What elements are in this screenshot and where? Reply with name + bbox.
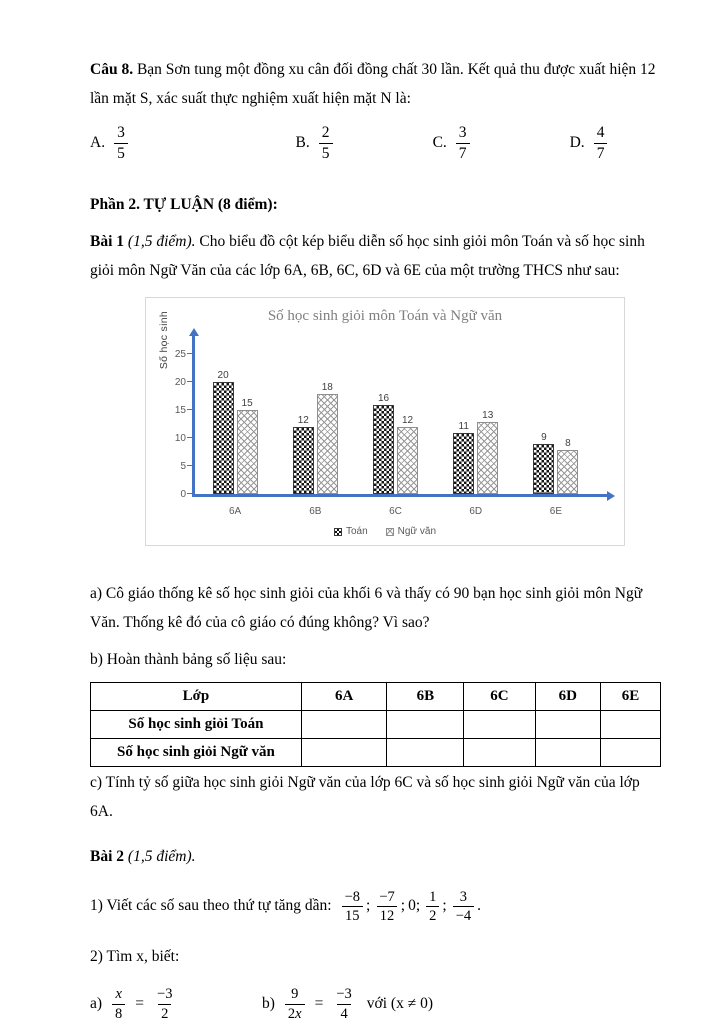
bai-2	[90, 843, 661, 872]
table-row	[91, 711, 661, 739]
y-tick-mark	[187, 409, 193, 410]
option-letter: D.	[569, 134, 585, 152]
table-cell	[535, 739, 601, 767]
column-header: Lớp	[91, 683, 302, 711]
bar-value-label: 11	[458, 420, 469, 432]
table-header-row	[91, 683, 661, 711]
separator: ;	[442, 897, 447, 915]
question-8-text: Bạn Sơn tung một đồng xu cân đối đồng chất 30 lần. Kết quả thu được xuất hiện 12 lần mặt S, xác suất thực nghiệm xuất hiện mặt N là:	[90, 61, 656, 107]
column-header: 6D	[535, 683, 601, 711]
legend-label: Toán	[345, 526, 368, 538]
legend-item	[334, 526, 368, 537]
chart-category-labels	[195, 506, 596, 517]
fraction: $\frac{9}{2x}$	[285, 985, 305, 1022]
table-cell	[301, 711, 387, 739]
equals-sign: =	[135, 995, 145, 1013]
option-letter: B.	[295, 134, 310, 152]
bar-value-label: 9	[541, 431, 547, 443]
separator: ;	[415, 897, 421, 915]
answer-option	[570, 123, 661, 163]
bar-series-1	[237, 410, 258, 494]
bar-series-1	[557, 450, 578, 495]
table-cell	[601, 711, 661, 739]
bar-chart	[145, 297, 625, 546]
bar-value-label: 16	[377, 392, 390, 404]
data-table	[90, 682, 661, 767]
table-row	[91, 739, 661, 767]
question-1-prefix: 1) Viết các số sau theo thứ tự tăng dần:	[90, 897, 332, 915]
table-cell	[464, 711, 535, 739]
bai-1-label: Bài 1	[90, 233, 125, 251]
y-tick-label: 25	[174, 349, 186, 361]
category-label: 6C	[389, 506, 402, 518]
y-tick-mark	[187, 437, 193, 438]
bai-1	[90, 228, 661, 285]
fraction: $\frac{3}{5}$	[114, 123, 128, 163]
fraction: $\frac{-3}{2}$	[157, 986, 173, 1022]
bar-column	[237, 398, 258, 494]
bar-value-label: 18	[321, 381, 333, 393]
question-b: b) Hoàn thành bảng số liệu sau:	[90, 650, 287, 668]
category-label: 6E	[549, 506, 563, 518]
bar-group	[195, 370, 275, 494]
question-8	[90, 56, 661, 113]
table-cell	[387, 739, 464, 767]
bai-2-label: Bài 2	[90, 847, 125, 865]
category-label: 6B	[309, 506, 322, 518]
fraction: $\frac{2}{5}$	[319, 123, 333, 163]
fraction: $\frac{4}{7}$	[594, 123, 608, 163]
legend-item	[386, 526, 436, 537]
bai-1-points: (1,5 điểm).	[127, 233, 196, 251]
bar-column	[557, 438, 578, 495]
bar-value-label: 8	[565, 437, 571, 449]
y-tick-mark	[187, 353, 193, 354]
y-tick-label: 15	[174, 405, 186, 417]
question-a: a) Cô giáo thống kê số học sinh giỏi của khối 6 và thấy có 90 bạn học sinh giỏi môn Ngữ Văn. Thống kê đó của cô giáo có đúng không? Vì sao?	[90, 585, 643, 632]
y-tick-label: 20	[174, 377, 186, 389]
y-axis-arrow-icon	[189, 328, 199, 336]
question-2-prefix: 2) Tìm x, biết:	[90, 948, 180, 966]
separator: ;	[400, 897, 406, 915]
table-cell	[464, 739, 535, 767]
bar-column	[453, 421, 474, 495]
bar-value-label: 13	[482, 409, 494, 421]
separator: .	[477, 897, 482, 915]
y-tick-label: 5	[180, 461, 186, 473]
x-axis-arrow-icon	[607, 491, 615, 501]
legend-label: Ngữ văn	[397, 526, 437, 538]
bar-column	[293, 415, 314, 494]
table-cell	[301, 739, 387, 767]
bar-series-0	[213, 382, 234, 494]
chart-legend	[158, 526, 612, 537]
question-8-label: Câu 8.	[90, 61, 134, 78]
bar-value-label: 12	[297, 415, 309, 427]
bar-column	[533, 432, 554, 494]
bai-1-intro-text: Cho biểu đồ cột kép biểu diễn số học sinh giỏi môn Toán và số học sinh giỏi môn Ngữ Văn của các lớp 6A, 6B, 6C, 6D và 6E của một trường THCS như sau:	[90, 233, 645, 279]
question-1-sequence	[90, 885, 661, 927]
equation	[262, 985, 433, 1022]
equation-label: a)	[90, 995, 103, 1013]
chart-y-axis-title: Số học sinh	[158, 311, 170, 370]
fraction: $\frac{x}{8}$	[112, 985, 125, 1022]
x-axis-line	[192, 494, 608, 497]
fraction: $\frac{-3}{4}$	[336, 986, 352, 1022]
equations-row	[90, 982, 661, 1026]
bar-value-label: 12	[401, 415, 414, 427]
table-cell	[601, 739, 661, 767]
number-sequence	[339, 888, 484, 925]
bar-value-label: 15	[241, 398, 253, 410]
column-header: 6C	[464, 683, 535, 711]
bar-group	[436, 410, 516, 495]
fraction: $\frac{-7}{12}$	[376, 888, 397, 925]
option-letter: A.	[90, 134, 106, 152]
answer-option	[90, 123, 296, 163]
question-c: c) Tính tỷ số giữa học sinh giỏi Ngữ văn của lớp 6C và số học sinh giỏi Ngữ văn của lớp 6A.	[90, 774, 640, 821]
bar-column	[477, 410, 498, 495]
legend-swatch-icon	[386, 528, 394, 536]
bar-series-0	[293, 427, 314, 494]
y-tick-label: 0	[180, 489, 186, 501]
bar-series-0	[373, 405, 394, 495]
answer-option	[433, 123, 570, 163]
equation	[90, 985, 262, 1022]
table-cell	[535, 711, 601, 739]
row-header: Số học sinh giỏi Toán	[91, 711, 302, 739]
column-header: 6E	[601, 683, 661, 711]
equation-label: b)	[262, 995, 275, 1013]
bar-series-0	[533, 444, 554, 494]
part-2-heading: Phần 2. TỰ LUẬN (8 điểm):	[90, 196, 278, 214]
fraction: $\frac{1}{2}$	[426, 888, 439, 925]
bar-column	[373, 393, 394, 495]
fraction: $\frac{3}{-4}$	[453, 888, 474, 925]
y-tick-mark	[187, 381, 193, 382]
bar-group	[275, 382, 355, 495]
equals-sign: =	[314, 995, 324, 1013]
y-tick-mark	[187, 465, 193, 466]
separator: ;	[366, 897, 371, 915]
bar-series-1	[317, 394, 338, 495]
answer-option	[296, 123, 433, 163]
bar-value-label: 20	[217, 370, 229, 382]
fraction: $\frac{3}{7}$	[456, 123, 470, 163]
answer-options	[90, 121, 661, 165]
bai-2-points: (1,5 điểm).	[127, 847, 196, 865]
bar-column	[397, 415, 418, 494]
bar-series-0	[453, 433, 474, 495]
chart-title: Số học sinh giỏi môn Toán và Ngữ văn	[267, 308, 503, 325]
bar-series-1	[397, 427, 418, 494]
legend-swatch-icon	[334, 528, 342, 536]
category-label: 6A	[228, 506, 242, 518]
bar-group	[516, 432, 596, 494]
bar-series-1	[477, 422, 498, 495]
sequence-number: 0	[408, 897, 416, 915]
document-page	[90, 56, 661, 1026]
fraction: $\frac{-8}{15}$	[342, 888, 363, 925]
category-label: 6D	[469, 506, 483, 518]
column-header: 6A	[301, 683, 387, 711]
y-tick-label: 10	[174, 433, 186, 445]
row-header: Số học sinh giỏi Ngữ văn	[91, 739, 302, 767]
bar-column	[213, 370, 234, 494]
chart-plot-area	[195, 354, 596, 494]
equation-condition: với (x ≠ 0)	[366, 995, 434, 1013]
table-cell	[387, 711, 464, 739]
column-header: 6B	[387, 683, 464, 711]
bar-group	[355, 393, 435, 495]
bar-column	[317, 382, 338, 495]
option-letter: C.	[432, 134, 447, 152]
